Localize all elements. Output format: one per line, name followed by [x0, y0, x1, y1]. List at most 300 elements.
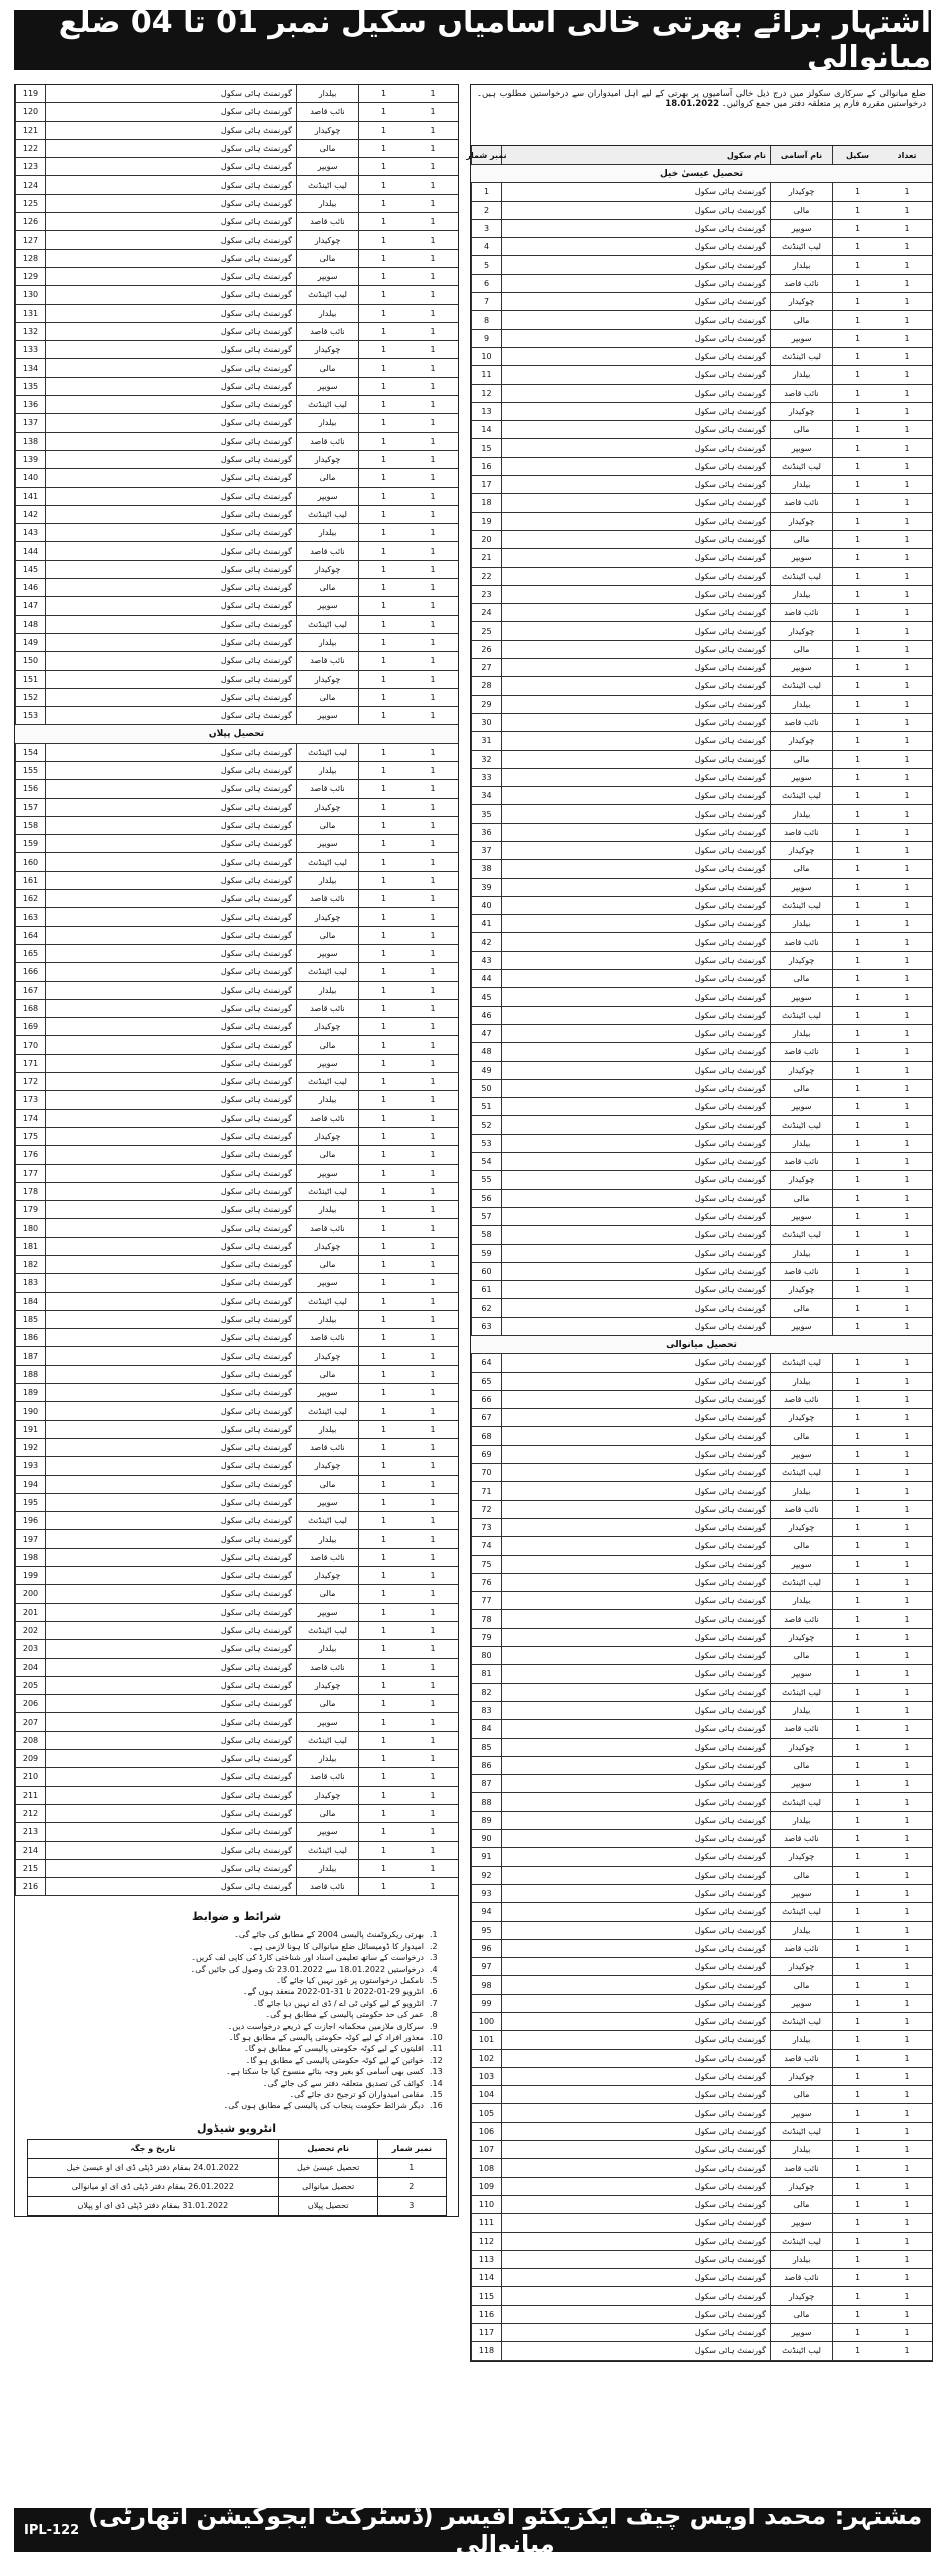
row-qty: 1 [904, 1596, 910, 1606]
row-post: چوکیدار [296, 231, 358, 248]
table-row [15, 1055, 458, 1073]
table-row [471, 952, 932, 970]
row-qty: 1 [904, 1541, 910, 1551]
row-scale: 1 [358, 305, 408, 322]
row-qty: 1 [904, 1889, 910, 1899]
row-post: لیب اٹینڈنٹ [770, 2233, 832, 2250]
row-qty: 1 [430, 1644, 436, 1654]
table-row [471, 1190, 932, 1208]
table-row [471, 2233, 932, 2251]
row-scale: 1 [358, 1878, 408, 1895]
row-number: 10 [471, 348, 501, 365]
row-qty: 1 [430, 1168, 436, 1178]
table-row [471, 2013, 932, 2031]
row-qty: 1 [904, 2254, 910, 2264]
row-school: گورنمنٹ ہائی سکول [501, 1318, 770, 1335]
row-post: سویپر [770, 2104, 832, 2121]
row-scale: 1 [832, 1043, 882, 1060]
row-number: 176 [15, 1146, 45, 1163]
row-number: 126 [15, 213, 45, 230]
row-number: 33 [471, 769, 501, 786]
row-scale: 1 [832, 714, 882, 731]
row-school: گورنمنٹ ہائی سکول [501, 1574, 770, 1591]
row-number: 130 [15, 286, 45, 303]
row-post: نائب قاصد [296, 213, 358, 230]
row-scale: 1 [832, 1245, 882, 1262]
row-school: گورنمنٹ ہائی سکول [501, 1226, 770, 1243]
row-scale: 1 [832, 1464, 882, 1481]
row-school: گورنمنٹ ہائی سکول [501, 549, 770, 566]
row-school: گورنمنٹ ہائی سکول [501, 1446, 770, 1463]
table-row [15, 799, 458, 817]
row-scale: 1 [358, 1256, 408, 1273]
row-post: نائب قاصد [296, 780, 358, 797]
row-qty: 1 [904, 919, 910, 929]
row-school: گورنمنٹ ہائی سکول [45, 195, 296, 212]
row-qty: 1 [904, 663, 910, 673]
schedule-header-row [27, 2139, 446, 2158]
row-post: بیلدار [296, 195, 358, 212]
table-row [471, 1647, 932, 1665]
row-qty: 1 [904, 1742, 910, 1752]
row-scale: 1 [832, 787, 882, 804]
row-post: لیب اٹینڈنٹ [296, 963, 358, 980]
row-number: 39 [471, 879, 501, 896]
row-post: مالی [296, 359, 358, 376]
table-row [15, 1805, 458, 1823]
row-school: گورنمنٹ ہائی سکول [501, 2141, 770, 2158]
row-number: 71 [471, 1482, 501, 1499]
row-school: گورنمنٹ ہائی سکول [45, 634, 296, 651]
row-number: 122 [15, 140, 45, 157]
row-qty: 1 [430, 1003, 436, 1013]
row-qty: 1 [904, 992, 910, 1002]
row-scale: 1 [358, 1768, 408, 1785]
row-number: 51 [471, 1098, 501, 1115]
row-scale: 1 [832, 2031, 882, 2048]
row-number: 94 [471, 1903, 501, 1920]
row-post: چوکیدار [770, 1848, 832, 1865]
table-row [471, 1299, 932, 1317]
row-number: 30 [471, 714, 501, 731]
row-scale: 1 [358, 231, 408, 248]
row-number: 82 [471, 1684, 501, 1701]
row-scale: 1 [832, 2287, 882, 2304]
row-school: گورنمنٹ ہائی سکول [501, 2178, 770, 2195]
row-number: 98 [471, 1976, 501, 1993]
row-qty: 1 [430, 802, 436, 812]
row-number: 194 [15, 1476, 45, 1493]
row-number: 204 [15, 1659, 45, 1676]
row-scale: 1 [358, 1549, 408, 1566]
table-row [471, 1519, 932, 1537]
table-row [15, 469, 458, 487]
row-post: نائب قاصد [296, 1329, 358, 1346]
row-post: چوکیدار [296, 341, 358, 358]
row-number: 83 [471, 1702, 501, 1719]
row-number: 9 [471, 330, 501, 347]
row-number: 107 [471, 2141, 501, 2158]
row-qty: 1 [430, 272, 436, 282]
row-post: سویپر [296, 945, 358, 962]
table-row [471, 714, 932, 732]
table-row [471, 1482, 932, 1500]
row-qty: 1 [904, 1120, 910, 1130]
row-scale: 1 [832, 2306, 882, 2323]
row-school: گورنمنٹ ہائی سکول [45, 1787, 296, 1804]
table-row [471, 1007, 932, 1025]
row-qty: 1 [430, 875, 436, 885]
row-number: 151 [15, 671, 45, 688]
row-scale: 1 [832, 275, 882, 292]
row-post: نائب قاصد [770, 385, 832, 402]
row-scale: 1 [358, 597, 408, 614]
row-post: نائب قاصد [296, 323, 358, 340]
row-qty: 1 [904, 1797, 910, 1807]
row-school: گورنمنٹ ہائی سکول [501, 1702, 770, 1719]
row-scale: 1 [832, 238, 882, 255]
row-number: 174 [15, 1110, 45, 1127]
row-qty: 1 [430, 1589, 436, 1599]
row-qty: 1 [904, 1248, 910, 1258]
row-scale: 1 [358, 1732, 408, 1749]
table-row [471, 1720, 932, 1738]
row-number: 55 [471, 1171, 501, 1188]
row-scale: 1 [358, 1494, 408, 1511]
row-school: گورنمنٹ ہائی سکول [45, 1512, 296, 1529]
row-number: 185 [15, 1311, 45, 1328]
row-post: مالی [770, 2086, 832, 2103]
row-number: 49 [471, 1062, 501, 1079]
row-number: 14 [471, 421, 501, 438]
row-qty: 1 [430, 1278, 436, 1288]
row-school: گورنمنٹ ہائی سکول [501, 2086, 770, 2103]
row-qty: 1 [430, 1680, 436, 1690]
row-number: 106 [471, 2123, 501, 2140]
row-qty: 1 [430, 1296, 436, 1306]
row-post: بیلدار [296, 414, 358, 431]
row-school: گورنمنٹ ہائی سکول [501, 769, 770, 786]
row-number: 171 [15, 1055, 45, 1072]
condition-item [25, 2032, 448, 2043]
row-post: لیب اٹینڈنٹ [296, 1073, 358, 1090]
row-school: گورنمنٹ ہائی سکول [501, 1043, 770, 1060]
row-qty: 1 [904, 955, 910, 965]
row-number: 191 [15, 1421, 45, 1438]
row-post: نائب قاصد [770, 824, 832, 841]
row-school: گورنمنٹ ہائی سکول [501, 1116, 770, 1133]
row-school: گورنمنٹ ہائی سکول [45, 780, 296, 797]
row-number: 197 [15, 1530, 45, 1547]
row-qty: 1 [430, 656, 436, 666]
table-row [471, 1922, 932, 1940]
row-post: لیب اٹینڈنٹ [770, 1464, 832, 1481]
row-number: 177 [15, 1165, 45, 1182]
row-qty: 1 [430, 1479, 436, 1489]
row-qty: 1 [904, 809, 910, 819]
row-scale: 1 [358, 1622, 408, 1639]
row-post: لیب اٹینڈنٹ [770, 2123, 832, 2140]
row-post: سویپر [296, 597, 358, 614]
row-number: 153 [15, 707, 45, 724]
table-row [15, 1201, 458, 1219]
row-scale: 1 [358, 469, 408, 486]
row-school: گورنمنٹ ہائی سکول [501, 1848, 770, 1865]
row-qty: 1 [430, 509, 436, 519]
condition-item [25, 2078, 448, 2089]
row-number: 78 [471, 1610, 501, 1627]
row-scale: 1 [832, 622, 882, 639]
table-row [15, 1567, 458, 1585]
vacancy-table-right [466, 84, 933, 2362]
row-scale: 1 [358, 762, 408, 779]
row-qty: 1 [904, 2108, 910, 2118]
row-qty: 1 [430, 1040, 436, 1050]
row-school: گورنمنٹ ہائی سکول [501, 494, 770, 511]
row-number: 73 [471, 1519, 501, 1536]
row-school: گورنمنٹ ہائی سکول [501, 458, 770, 475]
row-number: 166 [15, 963, 45, 980]
row-qty: 1 [904, 224, 910, 234]
row-school: گورنمنٹ ہائی سکول [45, 817, 296, 834]
row-number: 158 [15, 817, 45, 834]
condition-number: 3. [430, 1953, 438, 1963]
row-qty: 1 [430, 1534, 436, 1544]
row-post: مالی [296, 1695, 358, 1712]
row-qty: 1 [904, 644, 910, 654]
row-scale: 1 [358, 1384, 408, 1401]
row-scale: 1 [358, 1421, 408, 1438]
header-scale: سکیل [832, 146, 882, 164]
row-number: 57 [471, 1208, 501, 1225]
row-school: گورنمنٹ ہائی سکول [501, 1482, 770, 1499]
row-number: 180 [15, 1219, 45, 1236]
row-scale: 1 [832, 1995, 882, 2012]
row-school: گورنمنٹ ہائی سکول [501, 714, 770, 731]
row-post: نائب قاصد [770, 1501, 832, 1518]
row-school: گورنمنٹ ہائی سکول [501, 1885, 770, 1902]
row-post: سویپر [770, 1556, 832, 1573]
row-number: 84 [471, 1720, 501, 1737]
row-school: گورنمنٹ ہائی سکول [45, 744, 296, 761]
row-qty: 1 [904, 516, 910, 526]
row-post: چوکیدار [296, 1567, 358, 1584]
row-school: گورنمنٹ ہائی سکول [45, 213, 296, 230]
row-post: مالی [770, 1976, 832, 1993]
condition-text: مقامی امیدواران کو ترجیح دی جائے گی۔ [289, 2090, 424, 2100]
table-row [471, 2214, 932, 2232]
row-school: گورنمنٹ ہائی سکول [45, 1622, 296, 1639]
condition-number: 11. [430, 2044, 443, 2054]
row-qty: 1 [904, 1651, 910, 1661]
row-school: گورنمنٹ ہائی سکول [45, 1823, 296, 1840]
row-number: 8 [471, 311, 501, 328]
table-row [15, 1091, 458, 1109]
row-qty: 1 [904, 882, 910, 892]
row-scale: 1 [832, 458, 882, 475]
row-scale: 1 [358, 268, 408, 285]
table-row [471, 202, 932, 220]
row-number: 108 [471, 2159, 501, 2176]
row-number: 119 [15, 85, 45, 102]
row-scale: 1 [358, 561, 408, 578]
row-scale: 1 [832, 2086, 882, 2103]
table-row [471, 1226, 932, 1244]
row-post: لیب اٹینڈنٹ [770, 2342, 832, 2359]
table-row [471, 2141, 932, 2159]
table-row [471, 531, 932, 549]
row-number: 169 [15, 1018, 45, 1035]
row-number: 91 [471, 1848, 501, 1865]
row-qty: 1 [430, 1186, 436, 1196]
row-post: مالی [296, 817, 358, 834]
row-school: گورنمنٹ ہائی سکول [45, 1842, 296, 1859]
row-school: گورنمنٹ ہائی سکول [501, 1629, 770, 1646]
row-post: لیب اٹینڈنٹ [296, 1183, 358, 1200]
condition-item [25, 1952, 448, 1963]
row-post: چوکیدار [770, 1409, 832, 1426]
row-post: سویپر [296, 707, 358, 724]
row-number: 205 [15, 1677, 45, 1694]
condition-item [25, 2100, 448, 2111]
row-qty: 1 [904, 1632, 910, 1642]
row-school: گورنمنٹ ہائی سکول [501, 751, 770, 768]
row-scale: 1 [358, 1842, 408, 1859]
row-scale: 1 [832, 1427, 882, 1444]
row-scale: 1 [832, 2214, 882, 2231]
row-post: مالی [770, 1427, 832, 1444]
header-qty: تعداد [897, 150, 917, 160]
row-qty: 1 [430, 1022, 436, 1032]
table-row [15, 1073, 458, 1091]
row-number: 102 [471, 2050, 501, 2067]
row-qty: 1 [904, 864, 910, 874]
table-row [15, 451, 458, 469]
row-school: گورنمنٹ ہائی سکول [45, 1677, 296, 1694]
row-post: سویپر [296, 1274, 358, 1291]
row-school: گورنمنٹ ہائی سکول [501, 2031, 770, 2048]
table-row [15, 579, 458, 597]
row-qty: 1 [430, 894, 436, 904]
row-qty: 1 [430, 125, 436, 135]
table-row [15, 1659, 458, 1677]
row-qty: 1 [904, 2346, 910, 2356]
condition-item [25, 2009, 448, 2020]
row-qty: 1 [904, 1010, 910, 1020]
table-row [15, 305, 458, 323]
row-post: بیلدار [296, 524, 358, 541]
schedule-cell: 3 [378, 2196, 446, 2215]
row-scale: 1 [358, 1329, 408, 1346]
row-school: گورنمنٹ ہائی سکول [45, 414, 296, 431]
row-qty: 1 [904, 2053, 910, 2063]
table-row [471, 2068, 932, 2086]
row-number: 77 [471, 1592, 501, 1609]
row-post: لیب اٹینڈنٹ [770, 787, 832, 804]
row-number: 60 [471, 1263, 501, 1280]
row-school: گورنمنٹ ہائی سکول [501, 696, 770, 713]
row-qty: 1 [430, 89, 436, 99]
row-school: گورنمنٹ ہائی سکول [501, 1299, 770, 1316]
condition-text: درخواست کے ساتھ تعلیمی اسناد اور شناختی کارڈ کی کاپی لف کریں۔ [191, 1953, 424, 1963]
table-row [15, 1439, 458, 1457]
row-scale: 1 [832, 1629, 882, 1646]
row-school: گورنمنٹ ہائی سکول [501, 2287, 770, 2304]
condition-number: 1. [430, 1930, 438, 1940]
row-school: گورنمنٹ ہائی سکول [45, 451, 296, 468]
row-post: لیب اٹینڈنٹ [296, 744, 358, 761]
row-qty: 1 [904, 608, 910, 618]
row-scale: 1 [832, 2068, 882, 2085]
row-scale: 1 [832, 1592, 882, 1609]
row-post: سویپر [770, 1665, 832, 1682]
row-scale: 1 [358, 1091, 408, 1108]
row-number: 187 [15, 1347, 45, 1364]
row-school: گورنمنٹ ہائی سکول [45, 103, 296, 120]
row-post: بیلدار [296, 1311, 358, 1328]
row-school: گورنمنٹ ہائی سکول [501, 2269, 770, 2286]
row-number: 198 [15, 1549, 45, 1566]
row-school: گورنمنٹ ہائی سکول [45, 927, 296, 944]
row-post: بیلدار [296, 1201, 358, 1218]
row-post: لیب اٹینڈنٹ [770, 458, 832, 475]
row-post: چوکیدار [770, 1281, 832, 1298]
row-qty: 1 [904, 443, 910, 453]
row-qty: 1 [430, 1699, 436, 1709]
condition-text: امیدوار کا ڈومیسائل ضلع میانوالی کا ہونا لازمی ہے۔ [248, 1941, 424, 1951]
row-post: نائب قاصد [770, 1610, 832, 1627]
table-row [15, 872, 458, 890]
table-row [15, 1695, 458, 1713]
row-qty: 1 [904, 2017, 910, 2027]
row-post: چوکیدار [770, 952, 832, 969]
row-qty: 1 [430, 1809, 436, 1819]
row-post: چوکیدار [770, 1519, 832, 1536]
row-school: گورنمنٹ ہائی سکول [501, 1812, 770, 1829]
row-scale: 1 [832, 1373, 882, 1390]
row-qty: 1 [904, 1266, 910, 1276]
row-scale: 1 [358, 1146, 408, 1163]
row-school: گورنمنٹ ہائی سکول [45, 250, 296, 267]
table-row [471, 1464, 932, 1482]
table-row [471, 1848, 932, 1866]
row-qty: 1 [904, 699, 910, 709]
row-school: گورنمنٹ ہائی سکول [501, 202, 770, 219]
row-school: گورنمنٹ ہائی سکول [45, 1256, 296, 1273]
row-number: 160 [15, 853, 45, 870]
row-school: گورنمنٹ ہائی سکول [45, 1073, 296, 1090]
row-scale: 1 [358, 506, 408, 523]
row-school: گورنمنٹ ہائی سکول [501, 2214, 770, 2231]
intro-date: 18.01.2022 [665, 99, 720, 109]
row-number: 210 [15, 1768, 45, 1785]
row-school: گورنمنٹ ہائی سکول [501, 330, 770, 347]
row-post: بیلدار [770, 2031, 832, 2048]
row-scale: 1 [358, 140, 408, 157]
row-number: 199 [15, 1567, 45, 1584]
row-school: گورنمنٹ ہائی سکول [45, 469, 296, 486]
row-scale: 1 [832, 348, 882, 365]
row-qty: 1 [904, 407, 910, 416]
row-post: چوکیدار [296, 799, 358, 816]
row-number: 203 [15, 1640, 45, 1657]
row-number: 186 [15, 1329, 45, 1346]
row-school: گورنمنٹ ہائی سکول [501, 1592, 770, 1609]
row-number: 105 [471, 2104, 501, 2121]
row-post: مالی [296, 1256, 358, 1273]
table-row [471, 860, 932, 878]
row-scale: 1 [358, 488, 408, 505]
